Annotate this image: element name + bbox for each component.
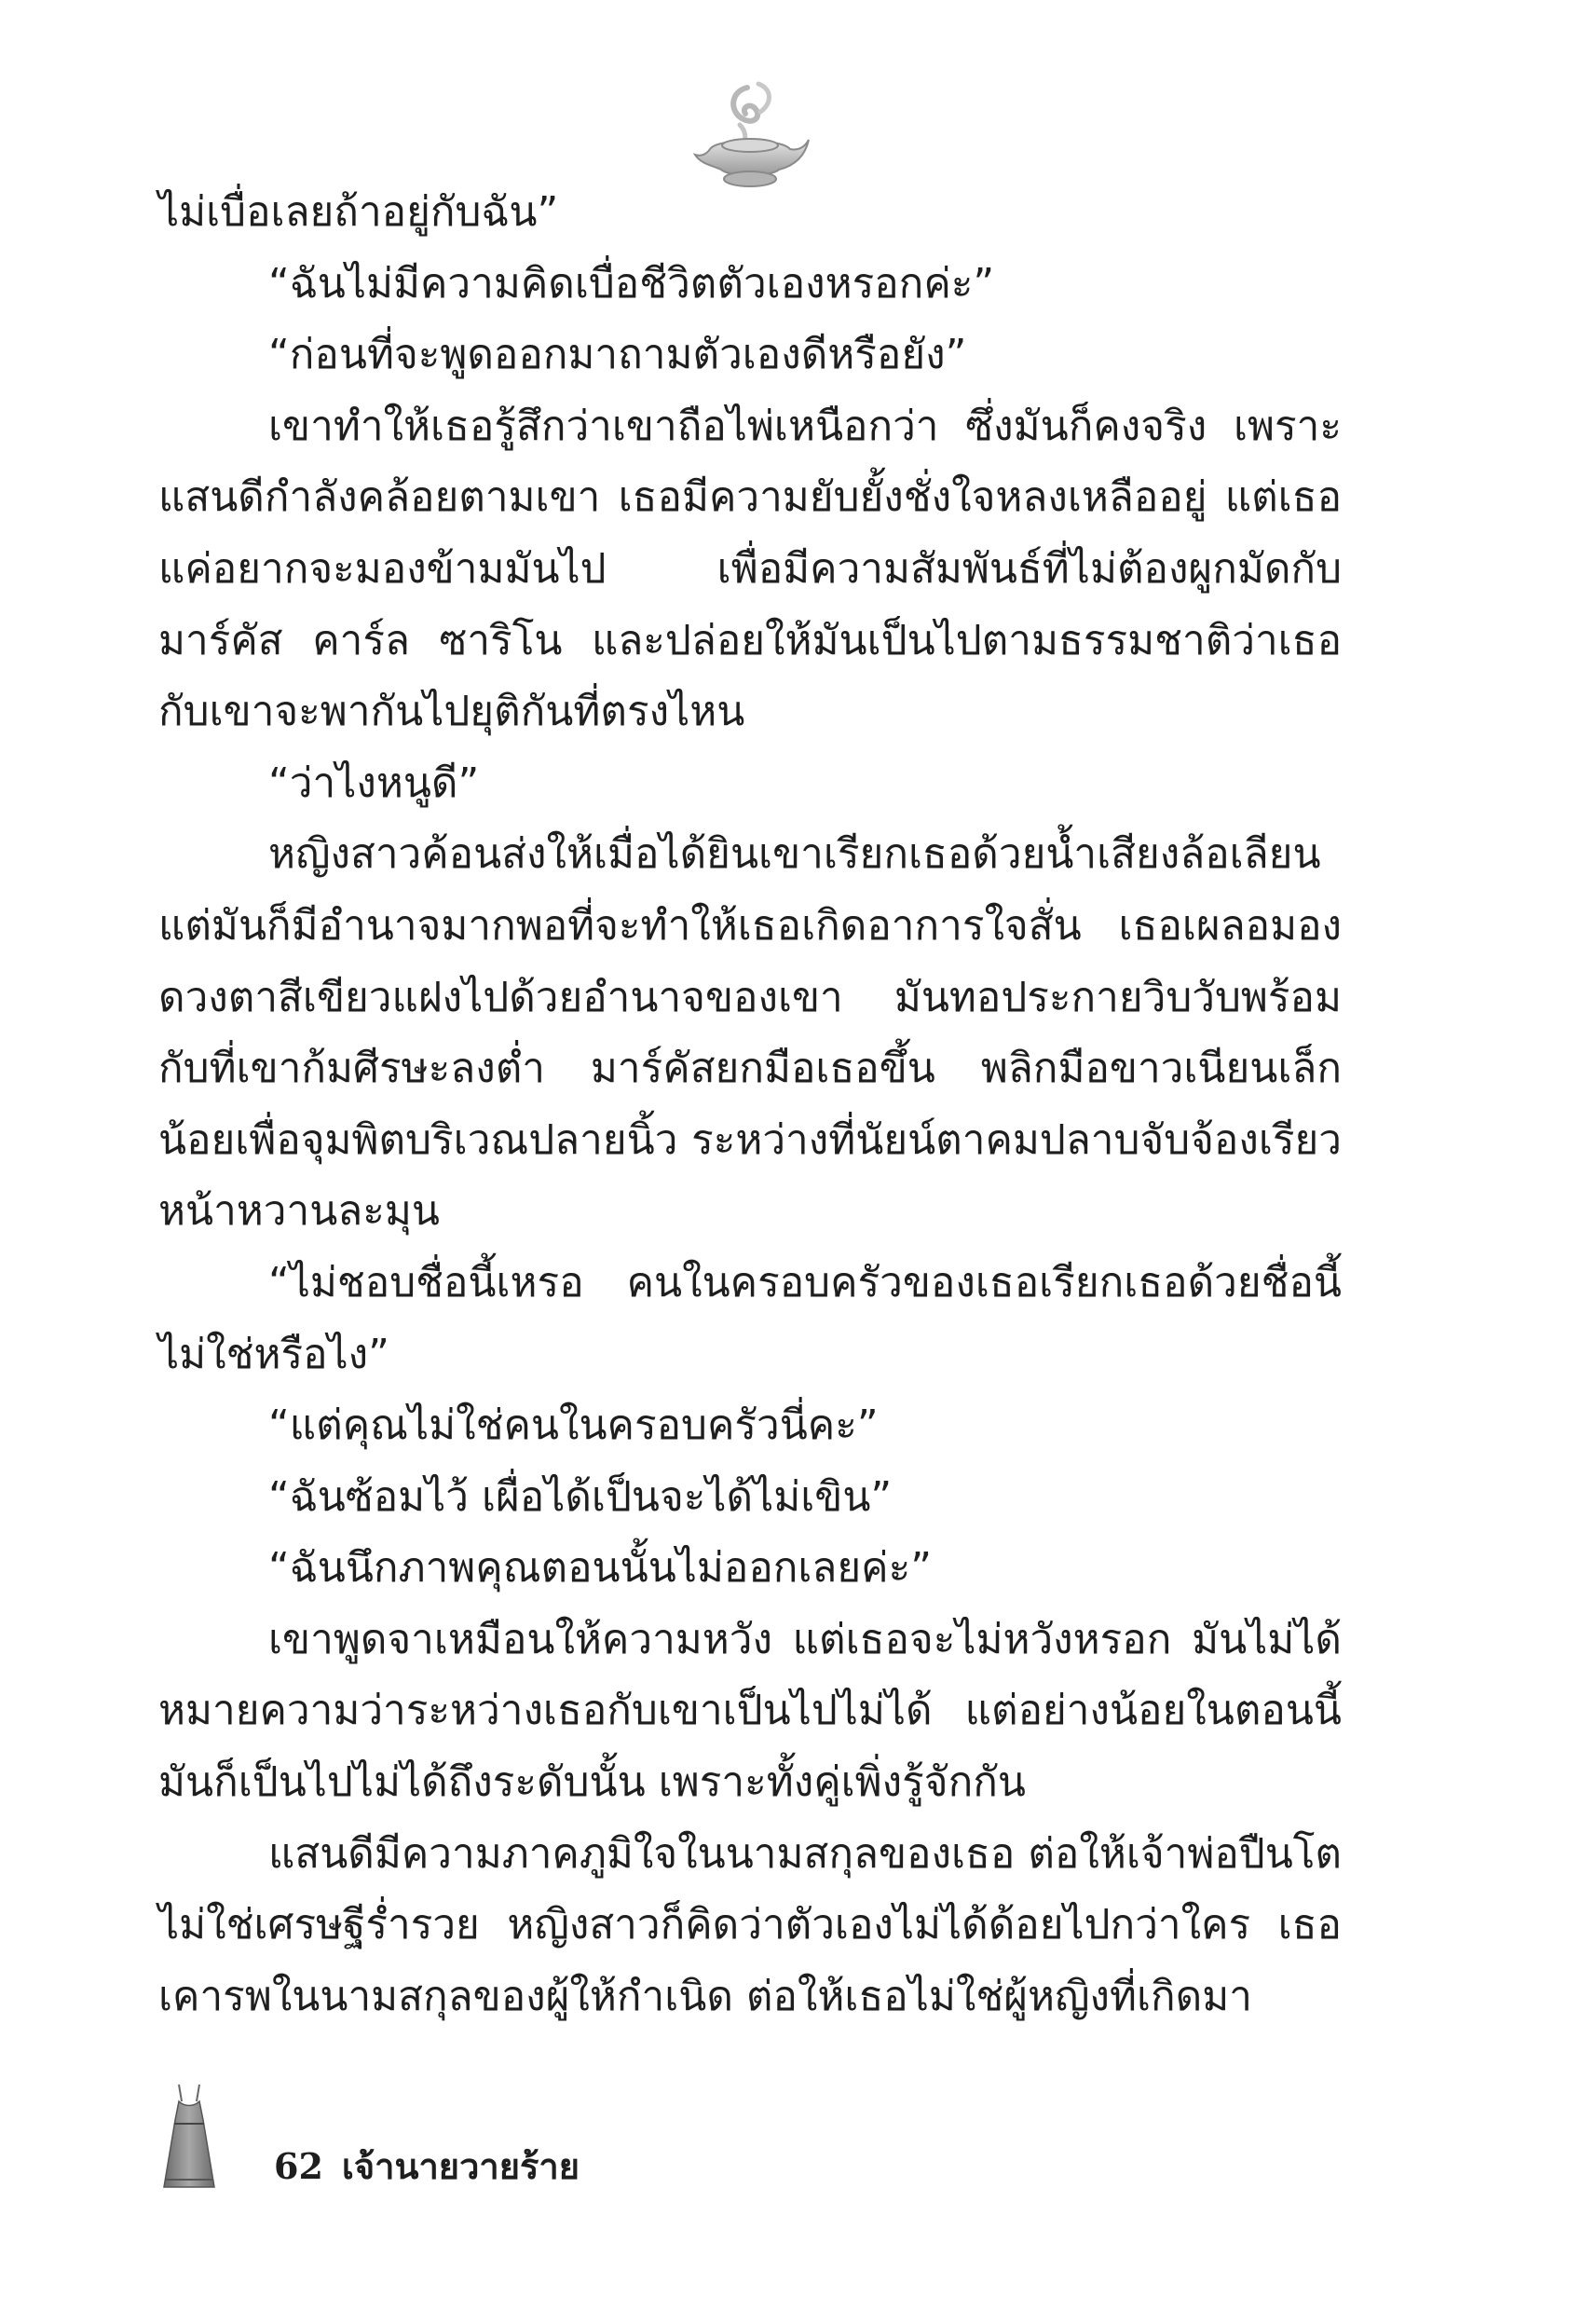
paragraph: “ฉันนึกภาพคุณตอนนั้นไม่ออกเลยค่ะ”: [268, 1544, 933, 1593]
paragraph: แสนดีมีความภาคภูมิใจในนามสกุลของเธอ ต่อให้เจ้าพ่อปืนโตไม่ใช่เศรษฐีร่ำรวย หญิงสาวก็คิดว่าตัวเองไม่ได้ด้อยไปกว่าใคร เธอเคารพในนามสกุลของผู้ให้กำเนิด ต่อให้เธอไม่ใช่ผู้หญิงที่เกิดมา: [158, 1829, 1342, 2020]
page-footer: [158, 2083, 717, 2195]
page-number: 62: [274, 2145, 323, 2187]
paragraph: “ฉันซ้อมไว้ เผื่อได้เป็นจะได้ไม่เขิน”: [268, 1472, 893, 1521]
paragraph: เขาพูดจาเหมือนให้ความหวัง แต่เธอจะไม่หวังหรอก มันไม่ได้หมายความว่าระหว่างเธอกับเขาเป็นไปไม่ได้ แต่อย่างน้อยในตอนนี้มันก็เป็นไปไม่ได้ถึงระดับนั้น เพราะทั้งคู่เพิ่งรู้จักกัน: [158, 1615, 1342, 1807]
paragraph: “ไม่ชอบชื่อนี้เหรอ คนในครอบครัวของเธอเรียกเธอด้วยชื่อนี้ไม่ใช่หรือไง”: [158, 1258, 1342, 1378]
body-text: [158, 177, 1342, 2032]
paragraph: ไม่เบื่อเลยถ้าอยู่กับฉัน”: [158, 188, 559, 236]
dress-icon: [158, 2083, 220, 2193]
paragraph: “ก่อนที่จะพูดออกมาถามตัวเองดีหรือยัง”: [268, 331, 967, 379]
paragraph: “ว่าไงหนูดี”: [268, 759, 480, 807]
page-folio: [274, 2144, 580, 2189]
paragraph: หญิงสาวค้อนส่งให้เมื่อได้ยินเขาเรียกเธอด้วยน้ำเสียงล้อเลียน แต่มันก็มีอำนาจมากพอที่จะทำให้เธอเกิดอาการใจสั่น เธอเผลอมองดวงตาสีเขียวแฝงไปด้วยอำนาจของเขา มันทอประกายวิบวับพร้อมกับที่เขาก้มศีรษะลงต่ำ มาร์คัสยกมือเธอขึ้น พลิกมือขาวเนียนเล็กน้อยเพื่อจุมพิตบริเวณปลายนิ้ว ระหว่างที่นัยน์ตาคมปลาบจับจ้องเรียวหน้าหวานละมุน: [158, 830, 1342, 1236]
book-title: เจ้านายวายร้าย: [341, 2145, 580, 2187]
paragraph: เขาทำให้เธอรู้สึกว่าเขาถือไพ่เหนือกว่า ซึ่งมันก็คงจริง เพราะแสนดีกำลังคล้อยตามเขา เธอมีความยับยั้งชั่งใจหลงเหลืออยู่ แต่เธอแค่อยากจะมองข้ามมันไป เพื่อมีความสัมพันธ์ที่ไม่ต้องผูกมัดกับมาร์คัส คาร์ล ซาริโน และปล่อยให้มันเป็นไปตามธรรมชาติว่าเธอกับเขาจะพากันไปยุติกันที่ตรงไหน: [158, 402, 1342, 736]
paragraph: “ฉันไม่มีความคิดเบื่อชีวิตตัวเองหรอกค่ะ”: [268, 259, 995, 308]
paragraph: “แต่คุณไม่ใช่คนในครอบครัวนี่คะ”: [268, 1402, 879, 1450]
genie-lamp-icon: [689, 80, 811, 192]
